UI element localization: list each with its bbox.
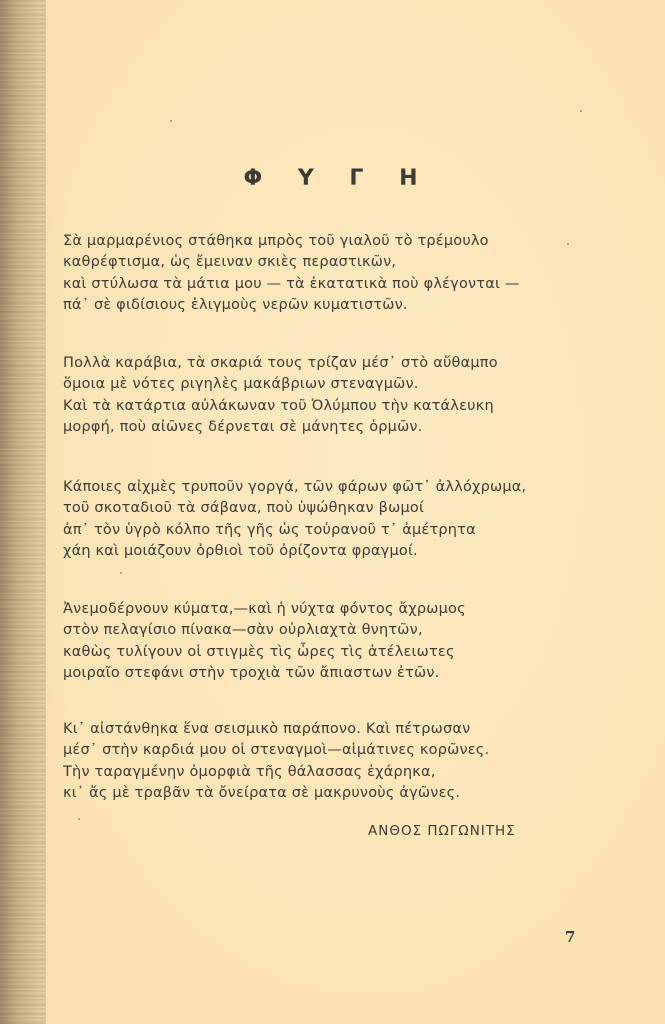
poem-line: Σὰ μαρμαρένιος στάθηκα μπρὸς τοῦ γιαλοῦ τὸ τρέμουλο (63, 233, 489, 249)
poem-line: μορφή, ποὺ αἰῶνες δέρνεται σὲ μάνητες ὁρμῶν. (63, 418, 423, 435)
poem-line: μοιραῖο στεφάνι στὴν τροχιὰ τῶν ἄπιαστων ἐτῶν. (63, 664, 440, 681)
poem-line: χάη καὶ μοιάζουν ὀρθιοὶ τοῦ ὀρίζοντα φραγμοί. (63, 542, 418, 559)
paper-speck (78, 818, 80, 820)
poem-line: στὸν πελαγίσιο πίνακα—σὰν οὐρλιαχτὰ θνητῶν, (63, 622, 423, 639)
paper-speck (120, 572, 122, 574)
book-spine-shadow (0, 0, 46, 1024)
poem-line: Κι᾽ αἰστάνθηκα ἕνα σεισμικὸ παράπονο. Καὶ πέτρωσαν (63, 721, 471, 737)
stanza-2 (63, 353, 623, 438)
poem-line: Πολλὰ καράβια, τὰ σκαριά τους τρίζαν μέσ᾽ στὸ αὔθαμπο (63, 355, 498, 371)
poem-line: Τὴν ταραγμένην ὀμορφιὰ τῆς θάλασσας ἐχάρηκα, (63, 763, 436, 780)
poem-line: Καὶ τὰ κατάρτια αὐλάκωναν τοῦ Ὀλύμπου τὴν κατάλευκη (63, 397, 494, 414)
paper-speck (170, 120, 172, 122)
author-signature: ΑΝΘΟΣ ΠΩΓΩΝΙΤΗΣ (368, 823, 516, 839)
poem-line: ὅμοια μὲ νότες ριγηλὲς μακάβριων στεναγμῶν. (63, 376, 419, 393)
stanza-4 (63, 599, 623, 684)
page-number: 7 (565, 928, 576, 946)
poem-line: μέσ᾽ στὴν καρδιά μου οἱ στεναγμοὶ—αἱμάτινες κορῶνες. (63, 742, 490, 759)
poem-line: Ἀνεμοδέρνουν κύματα,—καὶ ἡ νύχτα φόντος ἄχρωμος (63, 601, 466, 617)
poem-line: καθὼς τυλίγουν οἱ στιγμὲς τὶς ὧρες τὶς ἀτέλειωτες (63, 643, 455, 660)
poem-line: ἀπ᾽ τὸν ὑγρὸ κόλπο τῆς γῆς ὡς τοὐρανοῦ τ᾽ ἀμέτρητα (63, 521, 476, 538)
poem-title: Φ Υ Γ Η (243, 166, 432, 191)
paper-speck (567, 243, 569, 245)
poem-line: πά᾽ σὲ φιδίσιους ἑλιγμοὺς νερῶν κυματιστῶν. (63, 296, 408, 313)
paper-speck (580, 110, 582, 112)
poem-line: καὶ στύλωσα τὰ μάτια μου — τὰ ἐκατατικὰ ποὺ φλέγονται — (63, 275, 520, 292)
stanza-5 (63, 719, 623, 804)
stanza-1 (63, 231, 623, 316)
poem-line: κι᾽ ἄς μὲ τραβᾶν τὰ ὄνείρατα σὲ μακρυνοὺς ἀγῶνες. (63, 784, 461, 801)
poem-line: καθρέφτισμα, ὡς ἔμειναν σκιὲς περαστικῶν, (63, 254, 397, 271)
poem-line: τοῦ σκοταδιοῦ τὰ σάβανα, ποὺ ὑψώθηκαν βωμοί (63, 500, 425, 517)
stanza-3 (63, 477, 623, 562)
poem-line: Κάποιες αἰχμὲς τρυποῦν γοργά, τῶν φάρων φῶτ᾽ ἀλλόχρωμα, (63, 479, 527, 495)
